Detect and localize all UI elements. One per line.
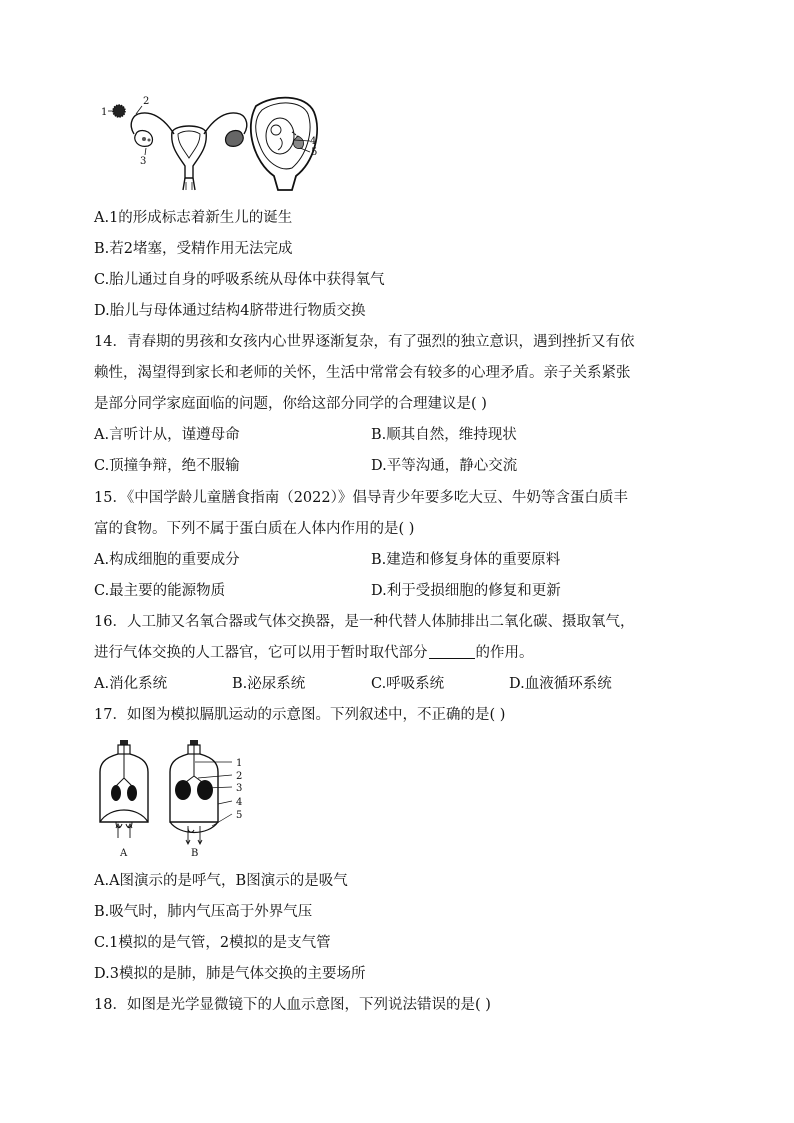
q15-option-d: D.利于受损细胞的修复和更新 — [371, 583, 561, 599]
q13-option-d: D.胎儿与母体通过结构4脐带进行物质交换 — [94, 303, 366, 319]
fig17-label-1: 1 — [236, 758, 243, 769]
fig17-label-4: 4 — [236, 797, 243, 808]
q14-option-b: B.顺其自然，维持现状 — [371, 427, 517, 443]
answer-blank[interactable] — [429, 644, 475, 659]
diaphragm-model-figure — [94, 738, 264, 862]
q17-option-b: B.吸气时，肺内气压高于外界气压 — [94, 904, 313, 920]
q14-stem-line-3: 是部分同学家庭面临的问题，你给这部分同学的合理建议是( ) — [94, 396, 487, 412]
fig17-label-2: 2 — [236, 771, 243, 782]
q16-stem-before-blank: 进行气体交换的人工器官，它可以用于暂时取代部分 — [94, 645, 428, 661]
q16-stem-after-blank: 的作用。 — [475, 645, 534, 661]
q13-option-b: B.若2堵塞，受精作用无法完成 — [94, 241, 293, 257]
q15-option-a: A.构成细胞的重要成分 — [94, 552, 240, 568]
q14-option-a: A.言听计从，谨遵母命 — [94, 427, 240, 443]
fig13-label-1: 1 — [101, 107, 108, 118]
q16-stem-line-2 — [94, 643, 534, 663]
jar-b — [170, 740, 232, 844]
q17-option-a: A.A图演示的是呼气，B图演示的是吸气 — [94, 873, 348, 889]
q15-option-b: B.建造和修复身体的重要原料 — [371, 552, 561, 568]
q13-option-a: A.1的形成标志着新生儿的诞生 — [94, 210, 293, 226]
fig13-label-3: 3 — [140, 156, 147, 167]
fig17-label-3: 3 — [236, 783, 243, 794]
q14-stem-line-1: 14．青春期的男孩和女孩内心世界逐渐复杂，有了强烈的独立意识，遇到挫折又有依 — [94, 334, 635, 350]
q15-stem-line-2: 富的食物。下列不属于蛋白质在人体内作用的是( ) — [94, 521, 415, 537]
jar-a — [100, 740, 148, 838]
q17-stem: 17．如图为模拟膈肌运动的示意图。下列叙述中，不正确的是( ) — [94, 707, 506, 723]
jar-b-caption: B — [191, 848, 199, 859]
q16-option-b: B.泌尿系统 — [232, 676, 306, 692]
q13-option-c: C.胎儿通过自身的呼吸系统从母体中获得氧气 — [94, 272, 385, 288]
q18-stem: 18．如图是光学显微镜下的人血示意图，下列说法错误的是( ) — [94, 997, 491, 1013]
reproductive-system-figure — [96, 92, 336, 202]
fig17-label-5: 5 — [236, 810, 243, 821]
q16-stem-line-1: 16．人工肺又名氧合器或气体交换器，是一种代替人体肺排出二氧化碳、摄取氧气， — [94, 614, 635, 630]
jar-a-caption: A — [120, 848, 128, 859]
q16-option-d: D.血液循环系统 — [509, 676, 612, 692]
q15-option-c: C.最主要的能源物质 — [94, 583, 226, 599]
q17-option-d: D.3模拟的是肺，肺是气体交换的主要场所 — [94, 966, 366, 982]
egg-cell — [113, 105, 125, 117]
q14-stem-line-2: 赖性，渴望得到家长和老师的关怀，生活中常常会有较多的心理矛盾。亲子关系紧张 — [94, 365, 631, 381]
fig13-label-4: 4 — [310, 136, 317, 147]
q16-option-a: A.消化系统 — [94, 676, 168, 692]
q14-option-c: C.顶撞争辩，绝不服输 — [94, 458, 240, 474]
q16-option-c: C.呼吸系统 — [371, 676, 445, 692]
q17-option-c: C.1模拟的是气管，2模拟的是支气管 — [94, 935, 331, 951]
fig13-label-2: 2 — [143, 96, 150, 107]
q15-stem-line-1: 15．《中国学龄儿童膳食指南（2022）》倡导青少年要多吃大豆、牛奶等含蛋白质丰 — [94, 490, 628, 506]
q14-option-d: D.平等沟通，静心交流 — [371, 458, 518, 474]
fig13-label-5: 5 — [311, 147, 318, 158]
